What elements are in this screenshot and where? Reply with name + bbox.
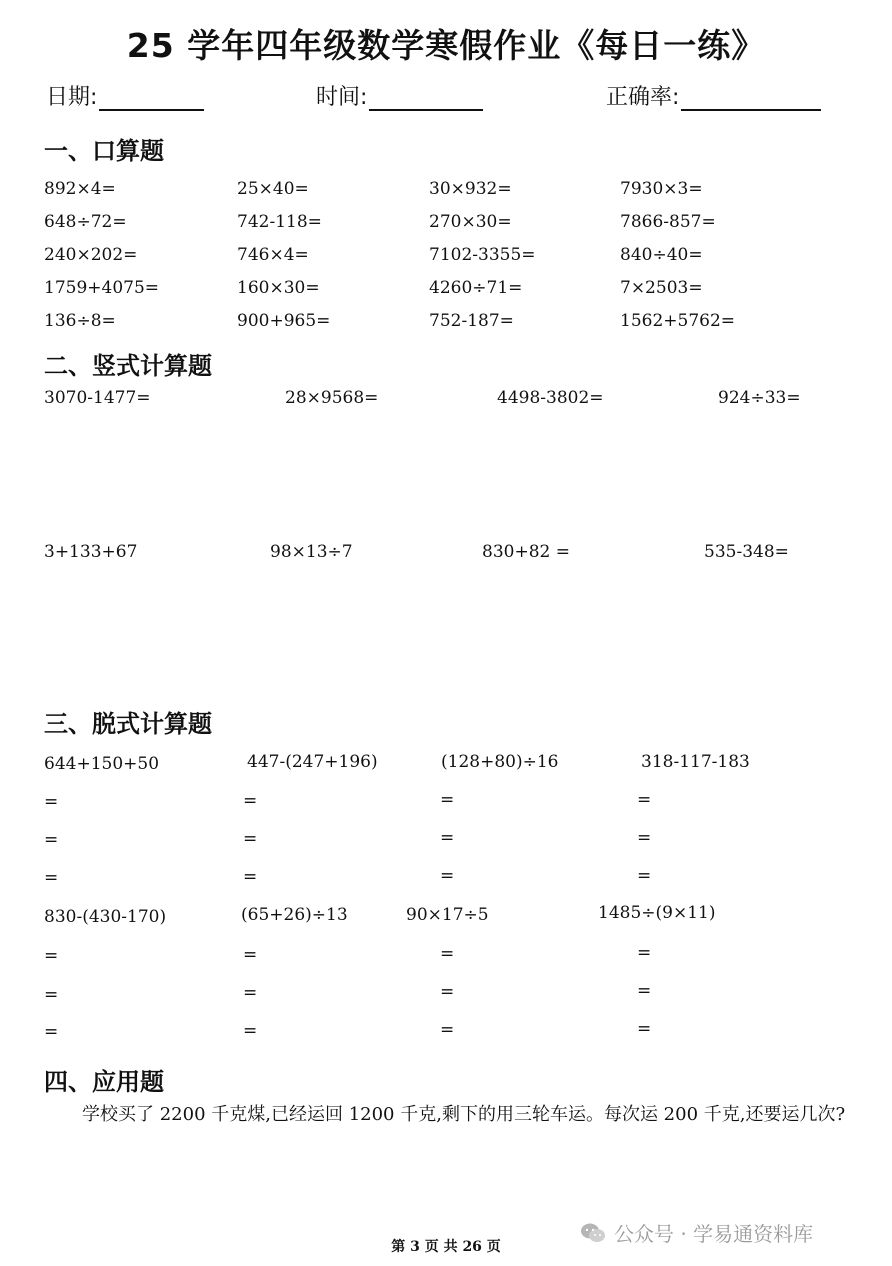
stepwise-problem: 1485÷(9×11) [598,903,716,923]
oral-problem: 240×202= [44,245,138,265]
equals-sign: = [637,866,652,886]
equals-sign: = [44,830,59,850]
date-label: 日期: [46,85,98,110]
vertical-problem: 924÷33= [718,388,801,408]
oral-problem: 4260÷71= [429,278,523,298]
section-vertical-heading: 二、竖式计算题 [44,352,212,380]
oral-problem: 270×30= [429,212,512,232]
equals-sign: = [243,867,258,887]
stepwise-problem: (65+26)÷13 [241,905,348,925]
equals-sign: = [440,982,455,1002]
vertical-problem: 3070-1477= [44,388,151,408]
watermark [580,1218,813,1247]
vertical-problem: 4498-3802= [497,388,604,408]
oral-problem: 7102-3355= [429,245,536,265]
oral-problem: 742-118= [237,212,322,232]
oral-problem: 1562+5762= [620,311,736,331]
oral-problem: 1759+4075= [44,278,160,298]
vertical-problem: 535-348= [704,542,789,562]
oral-problem: 136÷8= [44,311,116,331]
equals-sign: = [44,1022,59,1042]
equals-sign: = [637,828,652,848]
section-word-problem-heading: 四、应用题 [44,1068,164,1096]
time-label: 时间: [316,85,368,110]
vertical-problem: 28×9568= [285,388,379,408]
oral-problem: 840÷40= [620,245,703,265]
equals-sign: = [637,981,652,1001]
equals-sign: = [440,790,455,810]
section-oral-heading: 一、口算题 [44,137,164,165]
equals-sign: = [637,790,652,810]
equals-sign: = [440,1020,455,1040]
vertical-problem: 98×13÷7 [270,542,353,562]
equals-sign: = [637,1019,652,1039]
oral-problem: 7866-857= [620,212,716,232]
equals-sign: = [243,983,258,1003]
oral-problem: 900+965= [237,311,331,331]
stepwise-problem: 644+150+50 [44,754,160,774]
time-blank [369,87,483,111]
oral-problem: 30×932= [429,179,512,199]
stepwise-problem: 830-(430-170) [44,907,167,927]
stepwise-problem: (128+80)÷16 [441,752,559,772]
oral-problem: 7×2503= [620,278,703,298]
equals-sign: = [44,946,59,966]
oral-problem: 752-187= [429,311,514,331]
oral-problem: 892×4= [44,179,116,199]
equals-sign: = [243,829,258,849]
accuracy-field [606,80,821,111]
equals-sign: = [44,792,59,812]
stepwise-problem: 318-117-183 [641,752,750,772]
accuracy-blank [681,87,821,111]
oral-problem: 746×4= [237,245,309,265]
equals-sign: = [243,1021,258,1041]
equals-sign: = [440,944,455,964]
accuracy-label: 正确率: [606,85,680,110]
equals-sign: = [243,791,258,811]
date-field [46,80,204,111]
stepwise-problem: 90×17÷5 [406,905,489,925]
oral-problem: 7930×3= [620,179,703,199]
vertical-problem: 830+82 = [482,542,570,562]
stepwise-problem: 447-(247+196) [247,752,378,772]
equals-sign: = [440,828,455,848]
equals-sign: = [637,943,652,963]
oral-problem: 160×30= [237,278,320,298]
watermark-text: 公众号 · 学易通资料库 [614,1222,814,1246]
equals-sign: = [243,945,258,965]
vertical-problem: 3+133+67 [44,542,138,562]
section-stepwise-heading: 三、脱式计算题 [44,710,212,738]
page-number: 第 3 页 共 26 页 [391,1239,501,1255]
date-blank [99,87,204,111]
equals-sign: = [440,866,455,886]
oral-problem: 648÷72= [44,212,127,232]
equals-sign: = [44,868,59,888]
word-problem-text: 学校买了 2200 千克煤,已经运回 1200 千克,剩下的用三轮车运。每次运 200 千克,还要运几次? [82,1104,846,1125]
equals-sign: = [44,985,59,1005]
time-field [316,80,483,111]
wechat-icon [580,1222,606,1244]
page-title: 25 学年四年级数学寒假作业《每日一练》 [126,26,766,65]
oral-problem: 25×40= [237,179,309,199]
